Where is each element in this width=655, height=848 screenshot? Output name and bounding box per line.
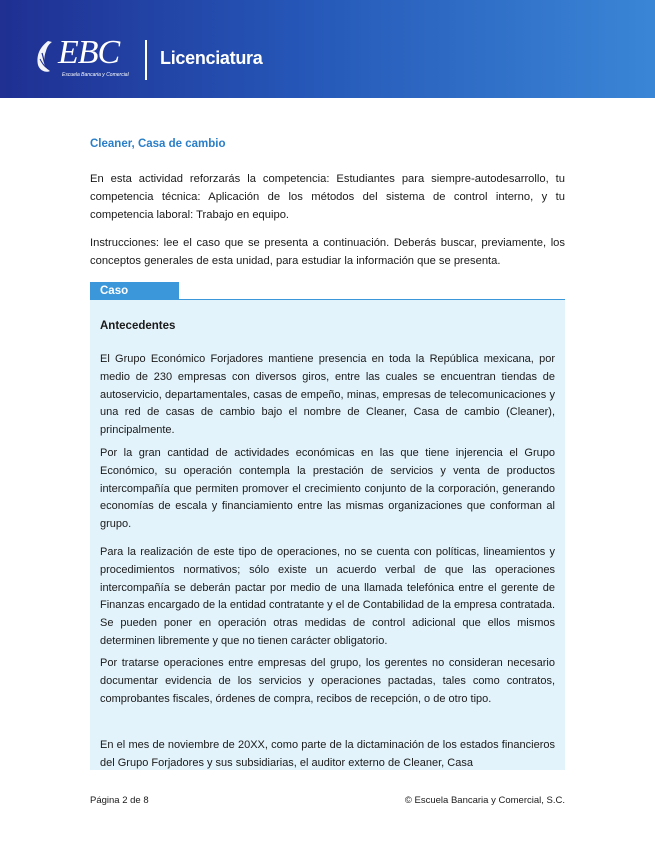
ebc-logo: [34, 34, 134, 81]
caso-tab: Caso: [90, 282, 179, 300]
case-paragraph: El Grupo Económico Forjadores mantiene presencia en toda la República mexicana, por medio de 230 empresas con diversos giros, entre las cuales se encuentran tiendas de autoservicio, departamentales, casas de empeño, minas, empresas de telecomunicaciones y una red de casas de cambio bajo el nombre de Cleaner, Casa de cambio (Cleaner), principalmente.: [100, 353, 555, 437]
logo-text: EBC: [58, 34, 120, 71]
case-paragraph: Por la gran cantidad de actividades económicas en las que tiene injerencia el Grupo Económico, su operación contempla la prestación de servicios y venta de productos intercompañía que permiten promover el crecimiento conjunto de la corporación, generando economías de escala y financiamiento entre las mismas organizaciones que conforman al grupo.: [100, 447, 555, 531]
case-paragraph: En el mes de noviembre de 20XX, como parte de la dictaminación de los estados financieros del Grupo Forjadores y sus subsidiarias, el auditor externo de Cleaner, Casa: [100, 739, 555, 769]
instructions-paragraph: Instrucciones: lee el caso que se presenta a continuación. Deberás buscar, previamente, los conceptos generales de esta unidad, para estudiar la información que se presenta.: [90, 237, 565, 267]
case-box: [90, 300, 565, 770]
header-divider: [145, 40, 147, 80]
case-paragraph: Para la realización de este tipo de operaciones, no se cuenta con políticas, lineamientos y procedimientos normativos; sólo existe un acuerdo verbal de que las operaciones intercompañía se deberán pactar por medio de una llamada telefónica entre el gerente de Finanzas encargado de la entidad contratante y el de Contabilidad de la empresa contratada. Se pueden poner en operación otras medidas de control adicional que ellos mismos determinen libremente y que no tienen carácter obligatorio.: [100, 546, 555, 647]
footer-copyright: © Escuela Bancaria y Comercial, S.C.: [404, 795, 565, 806]
case-paragraph: Por tratarse operaciones entre empresas del grupo, los gerentes no consideran necesario documentar evidencia de los servicios y operaciones pactadas, tales como contratos, comprobantes fiscales, órdenes de compra, recibos de recepción, o de otro tipo.: [100, 657, 555, 705]
header-title: Licenciatura: [160, 48, 263, 68]
page-header: [0, 0, 655, 98]
page-number: Página 2 de 8: [90, 795, 149, 806]
intro-paragraph: En esta actividad reforzarás la competencia: Estudiantes para siempre-autodesarrollo, tu competencia técnica: Aplicación de los métodos del sistema de control interno, y tu competencia laboral: Trabajo en equipo.: [90, 173, 565, 221]
section-title: Cleaner, Casa de cambio: [90, 138, 226, 150]
case-heading: Antecedentes: [100, 320, 176, 332]
logo-subtitle: Escuela Bancaria y Comercial: [62, 72, 129, 78]
